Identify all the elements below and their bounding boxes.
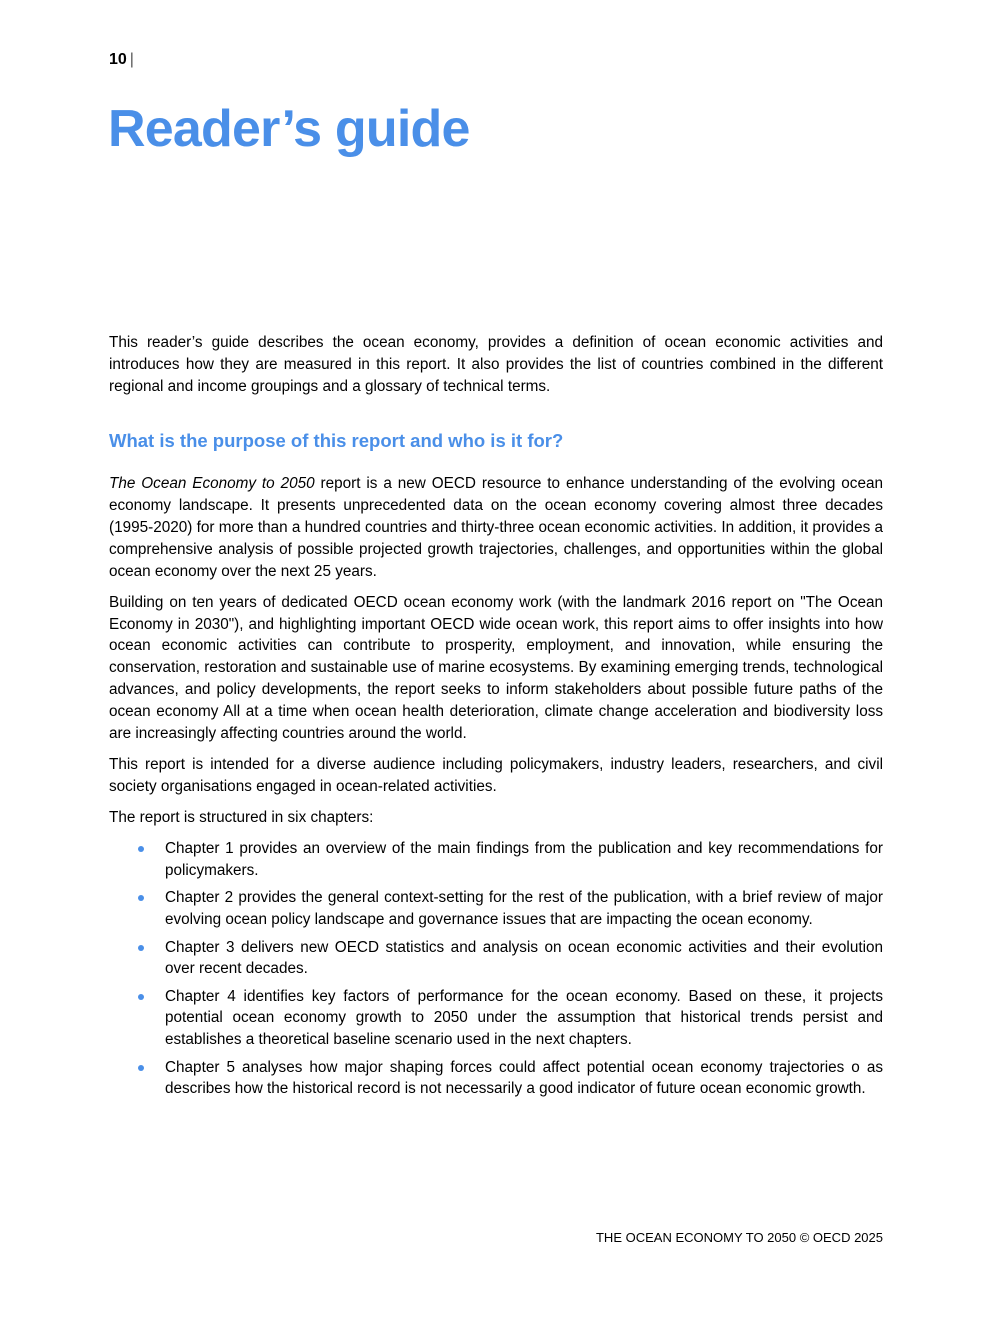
list-item [109, 1057, 883, 1101]
main-content [109, 332, 883, 1106]
bullet-icon [138, 846, 144, 852]
list-item [109, 887, 883, 931]
page-title: Reader’s guide [108, 100, 470, 158]
purpose-paragraph-1 [109, 473, 883, 582]
section-heading: What is the purpose of this report and who is it for? [109, 430, 564, 452]
purpose-paragraph-2: Building on ten years of dedicated OECD ocean economy work (with the landmark 2016 report on "The Ocean Economy in 2030"), and highlighting important OECD wide ocean work, this report aims to offer insights into how ocean economic activities can contribute to prosperity, employment, and innovation, while ensuring the conservation, restoration and sustainable use of marine ecosystems. By examining emerging trends, technological advances, and policy developments, the report seeks to inform stakeholders about possible future paths of the ocean economy All at a time when ocean health deterioration, climate change acceleration and biodiversity loss are increasingly affecting countries around the world. [109, 593, 883, 742]
bullet-icon [138, 1065, 144, 1071]
chapter-description: Chapter 1 provides an overview of the main findings from the publication and key recommendations for policymakers. [165, 840, 883, 880]
report-title-italic: The Ocean Economy to 2050 [109, 475, 315, 493]
bullet-icon [138, 895, 144, 901]
intro-paragraph: This reader’s guide describes the ocean economy, provides a definition of ocean economic activities and introduces how they are measured in this report. It also provides the list of countries combined in the different regional and income groupings and a glossary of technical terms. [109, 334, 883, 395]
list-item [109, 838, 883, 882]
page-footer: THE OCEAN ECONOMY TO 2050 © OECD 2025 [595, 1230, 883, 1245]
chapter-list [109, 838, 883, 1100]
page-number [109, 50, 134, 70]
list-item [109, 937, 883, 981]
chapter-description: Chapter 4 identifies key factors of performance for the ocean economy. Based on these, it projects potential ocean economy growth to 2050 under the assumption that historical trends persist and establishes a theoretical baseline scenario used in the next chapters. [165, 987, 883, 1049]
bullet-icon [138, 945, 144, 951]
chapter-description: Chapter 3 delivers new OECD statistics and analysis on ocean economic activities and their evolution over recent decades. [165, 938, 883, 978]
structure-intro-paragraph: The report is structured in six chapters: [109, 809, 374, 827]
page-number-value: 10 [109, 51, 127, 68]
bullet-icon [138, 994, 144, 1000]
chapter-description: Chapter 5 analyses how major shaping forces could affect potential ocean economy trajectories o as describes how the historical record is not necessarily a good indicator of future ocean economic growth. [165, 1058, 883, 1098]
audience-paragraph: This report is intended for a diverse audience including policymakers, industry leaders, researchers, and civil society organisations engaged in ocean-related activities. [109, 755, 883, 795]
list-item [109, 986, 883, 1051]
page-number-separator: | [129, 51, 134, 68]
purpose-paragraph-1-text: report is a new OECD resource to enhance understanding of the evolving ocean economy landscape. It presents unprecedented data on the ocean economy covering almost three decades (1995-2020) for more than a hundred countries and thirty-three ocean economic activities. In addition, it provides a comprehensive analysis of possible projected growth trajectories, challenges, and opportunities within the global ocean economy over the next 25 years. [109, 475, 883, 580]
chapter-description: Chapter 2 provides the general context-setting for the rest of the publication, with a brief review of major evolving ocean policy landscape and governance issues that are impacting the ocean economy. [165, 889, 883, 929]
